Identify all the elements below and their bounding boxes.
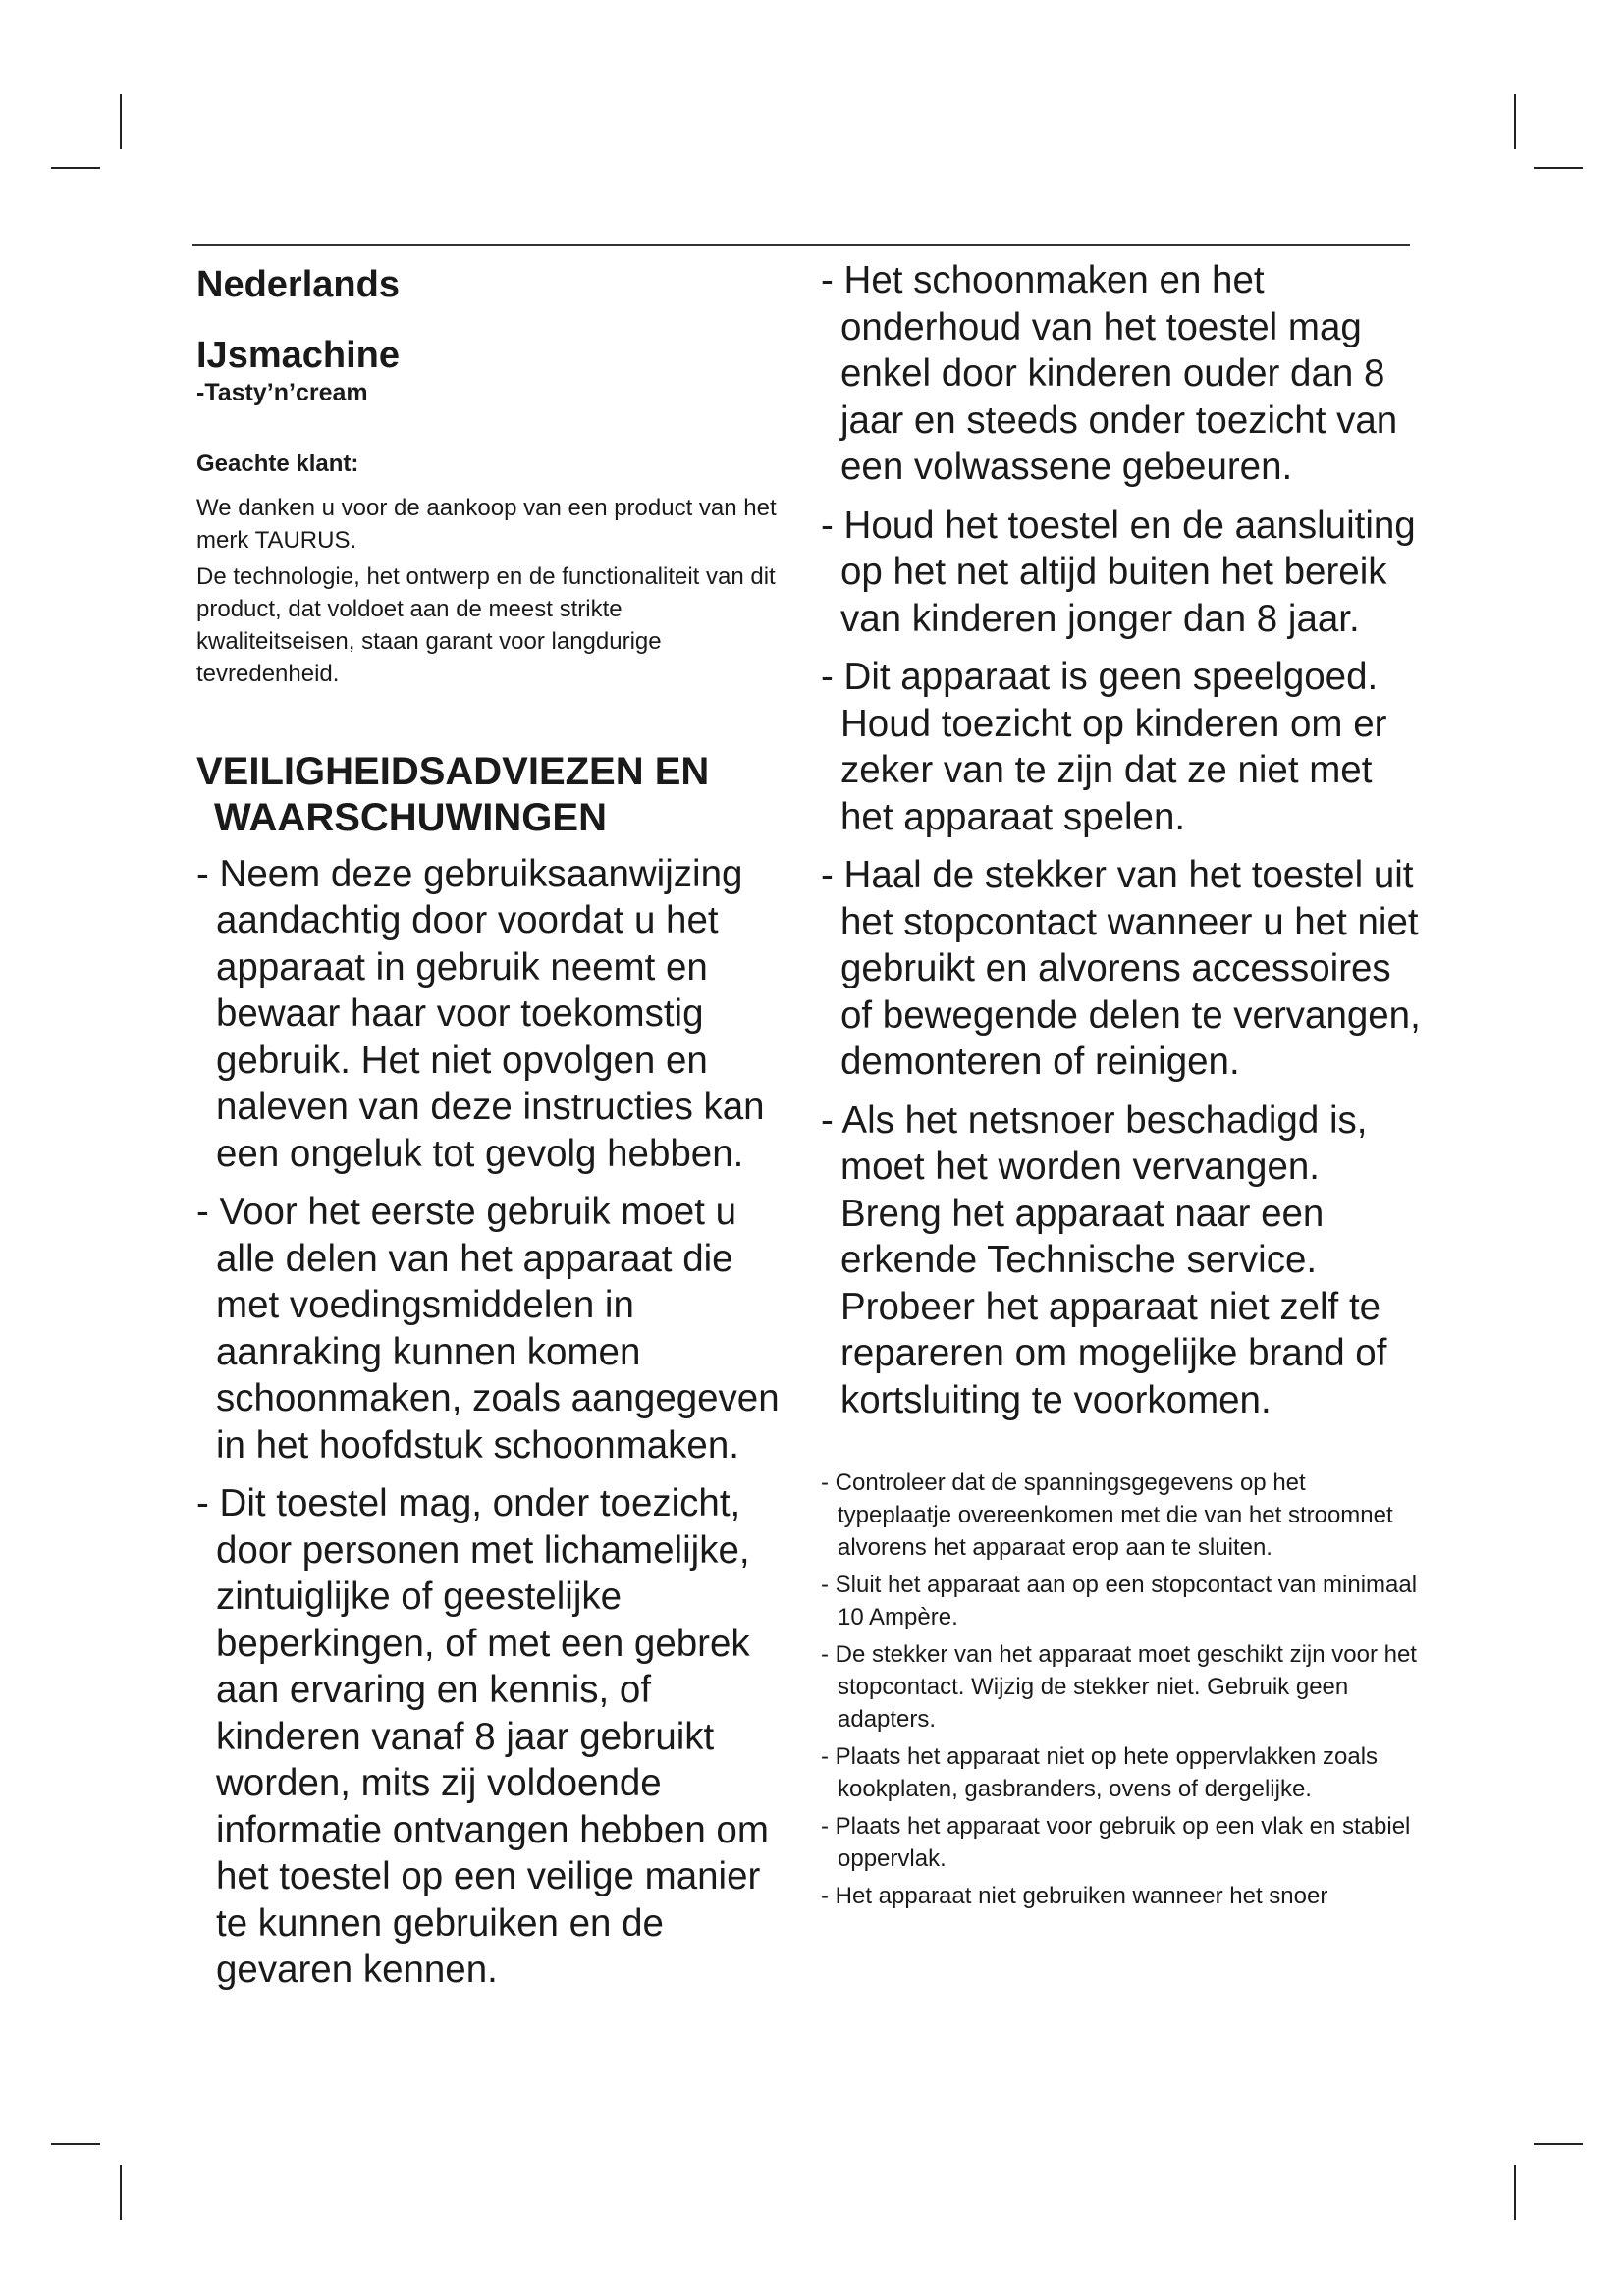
safety-item: - Het schoonmaken en het onderhoud van het toestel mag enkel door kinderen ouder dan 8 jaar en steeds onder toezicht van een volwassene gebeuren. [821,259,1398,488]
language-heading: Nederlands [196,264,400,305]
crop-mark-top-right [1514,94,1516,149]
safety-item: - Als het netsnoer beschadigd is, moet het worden vervangen. Breng het apparaat naar een erkende Technische service. Probeer het apparaat niet zelf te repareren om mogelijke brand of kortsluiting te voorkomen. [821,1098,1387,1421]
crop-mark-bottom-right [1514,2165,1516,2220]
crop-mark-top-left [51,167,100,169]
safety-item: - Dit toestel mag, onder toezicht, door personen met lichamelijke, zintuiglijke of geestelijke beperkingen, of met een gebrek aan ervaring en kennis, of kinderen vanaf 8 jaar gebruikt worden, mits zij voldoende informatie ontvangen hebben om het toestel op een veilige manier te kunnen gebruiken en de gevaren kennen. [196,1482,769,1992]
safety-item: - Neem deze gebruiksaanwijzing aandachtig door voordat u het apparaat in gebruik neemt en bewaar haar voor toekomstig gebruik. Het niet opvolgen en naleven van deze instructies kan een ongeluk tot gevolg hebben. [196,852,765,1175]
left-column [196,257,785,2005]
safety-item-small: - Het apparaat niet gebruiken wanneer het snoer [821,1883,1328,1909]
crop-mark-bottom-left [51,2143,100,2145]
intro-paragraph: De technologie, het ontwerp en de functionaliteit van dit product, dat voldoet aan de meest strikte kwaliteitseisen, staan garant voor langdurige tevredenheid. [196,562,776,687]
safety-item-small: - Controleer dat de spanningsgegevens op het typeplaatje overeenkomen met die van het stroomnet alvorens het apparaat erop aan te sluiten. [821,1469,1393,1561]
right-column [821,257,1422,1917]
safety-item-small: - Plaats het apparaat niet op hete oppervlakken zoals kookplaten, gasbranders, ovens of dergelijke. [821,1743,1379,1802]
safety-item: - Haal de stekker van het toestel uit het stopcontact wanneer u het niet gebruikt en alvorens accessoires of bewegende delen te vervangen, demonteren of reinigen. [821,854,1421,1083]
safety-item-small: - Sluit het apparaat aan op een stopcontact van minimaal 10 Ampère. [821,1572,1418,1630]
crop-mark-bottom-left [120,2165,122,2220]
safety-list-right [821,257,1422,1423]
safety-item-small: - Plaats het apparaat voor gebruik op een vlak en stabiel oppervlak. [821,1813,1411,1872]
safety-item-small: - De stekker van het apparaat moet geschikt zijn voor het stopcontact. Wijzig de stekker niet. Gebruik geen adapters. [821,1641,1417,1733]
product-title: IJsmachine [196,334,400,376]
safety-list-small [821,1467,1422,1912]
header-rule [192,244,1410,246]
crop-mark-top-right [1534,167,1583,169]
crop-mark-bottom-right [1534,2143,1583,2145]
intro-paragraph: We danken u voor de aankoop van een product van het merk TAURUS. [196,494,777,554]
safety-item: - Voor het eerste gebruik moet u alle delen van het apparaat die met voedingsmiddelen in aanraking kunnen komen schoonmaken, zoals aangegeven in het hoofdstuk schoonmaken. [196,1191,780,1467]
safety-item: - Houd het toestel en de aansluiting op het net altijd buiten het bereik van kinderen jonger dan 8 jaar. [821,504,1416,640]
greeting: Geachte klant: [196,450,359,477]
safety-item: - Dit apparaat is geen speelgoed. Houd toezicht op kinderen om er zeker van te zijn dat ze niet met het apparaat spelen. [821,656,1387,838]
crop-mark-top-left [120,94,122,149]
product-model: -Tasty’n’cream [196,378,368,406]
safety-list-left [196,851,785,1994]
safety-heading: VEILIGHEIDSADVIEZEN EN WAARSCHUWINGEN [196,749,710,839]
